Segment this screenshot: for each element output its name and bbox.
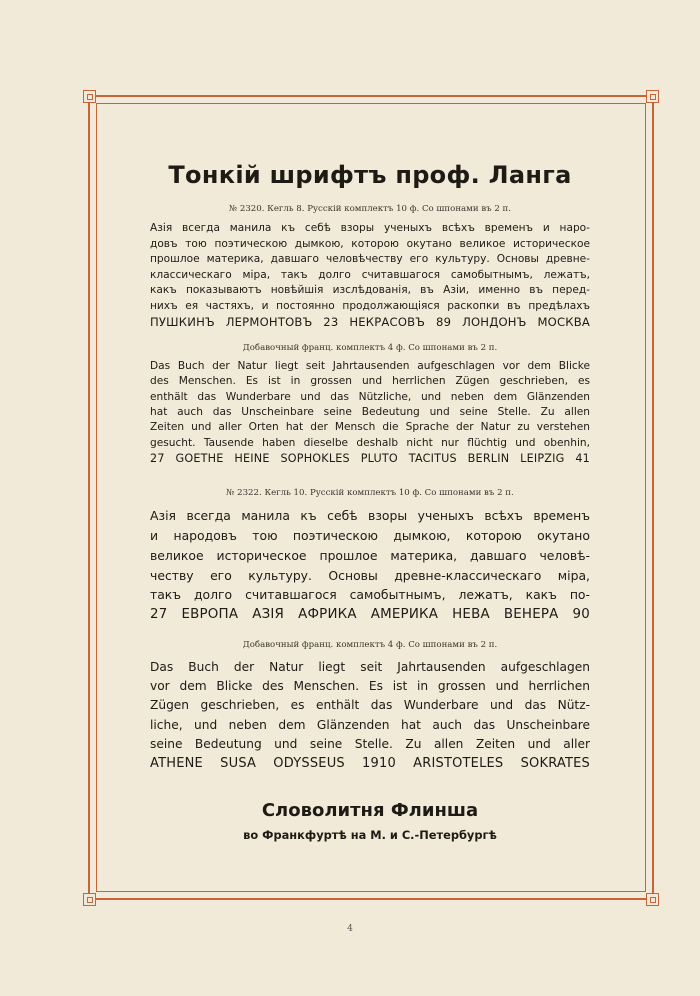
specimen2-text xyxy=(150,359,590,466)
foundry-location: во Франкфуртѣ на М. и С.-Петербургѣ xyxy=(243,828,497,843)
specimen1-caption: № 2320. Кегль 8. Русскій комплектъ 10 ф. Со шпонами въ 2 п. xyxy=(228,204,512,214)
specimen4-line: Zügen geschrieben, es enthält das Wunderbare und das Nütz- xyxy=(150,698,590,713)
specimen4-capitals: ATHENE SUSA ODYSSEUS 1910 ARISTOTELES SOKRATES xyxy=(150,756,590,772)
page-number: 4 xyxy=(347,924,353,934)
specimen-page xyxy=(150,160,590,843)
page-title: Тонкій шрифтъ проф. Ланга xyxy=(168,161,572,189)
frame-corner-top-left xyxy=(83,90,96,103)
specimen4-line: Das Buch der Natur liegt seit Jahrtausenden aufgeschlagen xyxy=(150,660,590,675)
specimen2-line: des Menschen. Es ist in grossen und herrlichen Zügen geschrieben, es xyxy=(150,375,590,388)
specimen1-capitals: ПУШКИНЪ ЛЕРМОНТОВЪ 23 НЕКРАСОВЪ 89 ЛОНДОНЪ МОСКВА xyxy=(150,314,590,329)
specimen4-caption: Добавочный франц. комплектъ 4 ф. Со шпонами въ 2 п. xyxy=(242,640,498,651)
specimen2-line: gesucht. Tausende haben dieselbe deshalb nicht nur flüchtig und obenhin, xyxy=(150,436,590,449)
specimen4-line: vor dem Blicke des Menschen. Es ist in grossen und herrlichen xyxy=(150,679,590,694)
specimen1-text xyxy=(150,221,590,330)
specimen3-caption: № 2322. Кегль 10. Русскій комплектъ 10 ф. Со шпонами въ 2 п. xyxy=(226,488,514,499)
specimen3-text xyxy=(150,506,590,625)
specimen3-line: честву его культуру. Основы древне-классическаго міра, xyxy=(150,567,590,583)
specimen4-line: seine Bedeutung und seine Stelle. Zu allen Zeiten und aller xyxy=(150,736,590,751)
frame-corner-bottom-right xyxy=(646,893,659,906)
specimen2-line: enthält das Wunderbare und das Nützliche, und neben dem Glänzenden xyxy=(150,390,590,403)
specimen3-line: и народовъ тою поэтическою дымкою, которою окутано xyxy=(150,528,590,544)
specimen2-line: Zeiten und aller Orten hat der Mensch die Sprache der Natur zu verstehen xyxy=(150,421,590,434)
specimen1-line: классическаго міра, такъ долго считавшагося самобытнымъ, лежатъ, xyxy=(150,268,590,281)
frame-corner-top-right xyxy=(646,90,659,103)
specimen2-caption: Добавочный франц. комплектъ 4 ф. Со шпонами въ 2 п. xyxy=(242,343,498,354)
specimen3-line: великое историческое прошлое материка, давшаго человѣ- xyxy=(150,547,590,563)
specimen1-line: Азія всегда манила къ себѣ взоры ученыхъ всѣхъ временъ и наро- xyxy=(150,222,590,234)
specimen1-line: какъ показываютъ новѣйшія изслѣдованія, въ Азіи, именно въ перед- xyxy=(150,284,590,297)
specimen2-capitals: 27 GOETHE HEINE SOPHOKLES PLUTO TACITUS BERLIN LEIPZIG 41 xyxy=(150,451,590,465)
specimen1-line: нихъ ея частяхъ, и постоянно продолжающіяся раскопки въ предѣлахъ xyxy=(150,299,590,312)
specimen1-line: прошлое материка, давшаго человѣчеству его культуру. Основы древне- xyxy=(150,253,590,266)
specimen3-line: Азія всегда манила къ себѣ взоры ученыхъ всѣхъ временъ xyxy=(150,508,590,524)
specimen3-capitals: 27 ЕВРОПА АЗІЯ АФРИКА АМЕРИКА НЕВА ВЕНЕРА 90 xyxy=(150,607,590,623)
frame-corner-bottom-left xyxy=(83,893,96,906)
specimen3-line: такъ долго считавшагося самобытнымъ, лежатъ, какъ по- xyxy=(150,587,590,603)
specimen4-line: liche, und neben dem Glänzenden hat auch das Unscheinbare xyxy=(150,717,590,732)
specimen2-line: hat auch das Unscheinbare seine Bedeutung und seine Stelle. Zu allen xyxy=(150,406,590,419)
specimen4-text xyxy=(150,658,590,773)
specimen2-line: Das Buch der Natur liegt seit Jahrtausenden aufgeschlagen vor dem Blicke xyxy=(150,360,590,373)
foundry-name: Словолитня Флинша xyxy=(261,800,479,822)
specimen1-line: довъ тою поэтическою дымкою, которою окутано великое историческое xyxy=(150,237,590,250)
